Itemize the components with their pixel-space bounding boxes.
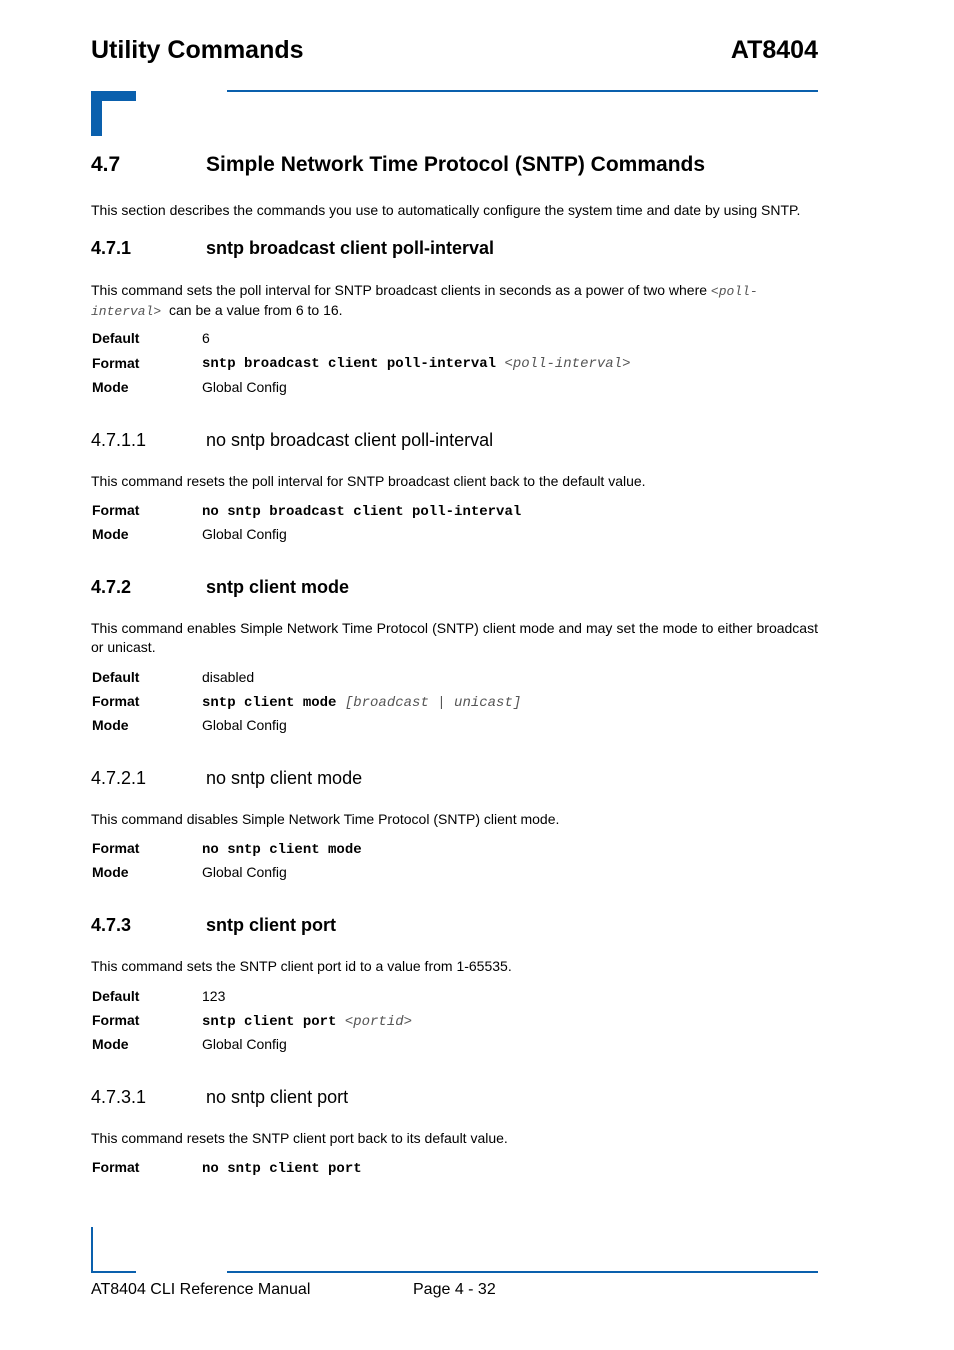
section-intro: This section describes the commands you use to automatically configure the system time and date by using SNTP. bbox=[91, 202, 801, 218]
subsubsection-description: This command resets the poll interval for SNTP broadcast client back to the default value. bbox=[91, 473, 646, 489]
mode-value: Global Config bbox=[202, 379, 287, 395]
format-syntax: no sntp client port bbox=[202, 1161, 362, 1177]
header-title: Utility Commands bbox=[91, 36, 304, 64]
subsection-title: sntp broadcast client poll-interval bbox=[206, 238, 495, 258]
mode-value: Global Config bbox=[202, 1036, 287, 1052]
subsection-heading-4-7-2: 4.7.2 sntp client mode bbox=[91, 577, 350, 597]
default-value: disabled bbox=[202, 669, 255, 685]
subsection-heading-4-7-3: 4.7.3 sntp client port bbox=[91, 915, 336, 935]
format-label: Format bbox=[92, 840, 140, 856]
subsubsection-heading-4-7-1-1: 4.7.1.1 no sntp broadcast client poll-interval bbox=[91, 430, 494, 450]
section-title: Simple Network Time Protocol (SNTP) Commands bbox=[206, 153, 706, 176]
format-label: Format bbox=[92, 693, 140, 709]
default-label: Default bbox=[92, 988, 140, 1004]
header-product: AT8404 bbox=[730, 36, 818, 64]
mode-label: Mode bbox=[92, 717, 129, 733]
footer-mark-horizontal bbox=[91, 1271, 136, 1273]
mode-value: Global Config bbox=[202, 526, 287, 542]
footer-mark-vertical bbox=[91, 1227, 93, 1273]
default-value: 123 bbox=[202, 988, 226, 1004]
mode-label: Mode bbox=[92, 1036, 129, 1052]
default-label: Default bbox=[92, 330, 140, 346]
subsection-description: This command sets the poll interval for SNTP broadcast clients in seconds as a power of two where <poll- interval> can be a value from 6 to 16. bbox=[91, 282, 758, 319]
mode-label: Mode bbox=[92, 864, 129, 880]
mode-label: Mode bbox=[92, 379, 129, 395]
format-syntax: sntp client port <portid> bbox=[202, 1014, 413, 1030]
subsubsection-heading-4-7-3-1: 4.7.3.1 no sntp client port bbox=[91, 1087, 349, 1107]
subsubsection-heading-4-7-2-1: 4.7.2.1 no sntp client mode bbox=[91, 768, 363, 788]
argument-placeholder: <poll- bbox=[710, 284, 758, 299]
default-value: 6 bbox=[202, 330, 210, 346]
format-label: Format bbox=[92, 355, 140, 371]
subsection-description: This command sets the SNTP client port id to a value from 1-65535. bbox=[91, 958, 512, 974]
subsection-description: This command enables Simple Network Time Protocol (SNTP) client mode and may set the mode to either broadcast or unicast. bbox=[91, 620, 818, 655]
header-rule bbox=[227, 90, 818, 92]
mode-value: Global Config bbox=[202, 864, 287, 880]
default-label: Default bbox=[92, 669, 140, 685]
section-number: 4.7 bbox=[91, 153, 121, 176]
subsubsection-description: This command resets the SNTP client port back to its default value. bbox=[91, 1130, 508, 1146]
mode-label: Mode bbox=[92, 526, 129, 542]
footer-rule bbox=[227, 1271, 818, 1273]
format-syntax: no sntp broadcast client poll-interval bbox=[202, 504, 522, 520]
subsubsection-description: This command disables Simple Network Time Protocol (SNTP) client mode. bbox=[91, 811, 560, 827]
format-syntax: no sntp client mode bbox=[202, 842, 362, 858]
footer-page-number: Page 4 - 32 bbox=[413, 1281, 496, 1298]
format-syntax: sntp broadcast client poll-interval <poll-interval> bbox=[202, 356, 631, 372]
subsection-number: 4.7.1 bbox=[91, 238, 132, 258]
footer-manual-title: AT8404 CLI Reference Manual bbox=[91, 1281, 311, 1298]
format-syntax: sntp client mode [broadcast | unicast] bbox=[202, 695, 522, 711]
section-heading bbox=[0, 153, 954, 181]
format-label: Format bbox=[92, 1012, 140, 1028]
mode-value: Global Config bbox=[202, 717, 287, 733]
format-label: Format bbox=[92, 1159, 140, 1175]
subsection-heading-4-7-1 bbox=[0, 238, 954, 262]
format-label: Format bbox=[92, 502, 140, 518]
corner-mark-horizontal bbox=[91, 91, 136, 101]
argument-placeholder: interval> bbox=[91, 304, 162, 319]
